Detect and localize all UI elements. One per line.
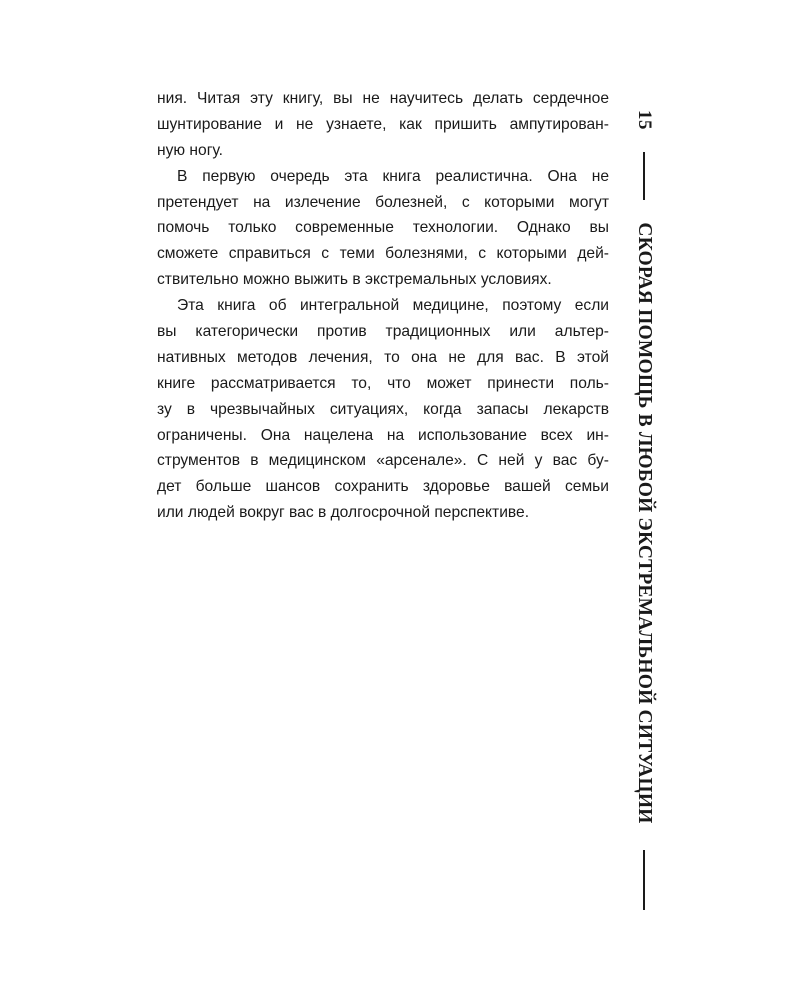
- text-line: ствительно можно выжить в экстремальных условиях.: [157, 271, 552, 289]
- text-line: зу в чрезвычайных ситуациях, когда запасы лекарств: [157, 400, 609, 418]
- paragraph-start-line: В первую очередь эта книга реалистична. Она не: [177, 167, 609, 185]
- text-line: шунтирование и не узнаете, как пришить ампутирован-: [157, 115, 609, 133]
- text-line: дет больше шансов сохранить здоровье вашей семьи: [157, 478, 609, 496]
- text-line: струментов в медицинском «арсенале». С ней у вас бу-: [157, 452, 609, 470]
- text-line: ограничены. Она нацелена на использование всех ин-: [157, 426, 609, 444]
- text-line: нативных методов лечения, то она не для вас. В этой: [157, 348, 609, 366]
- text-line: помочь только современные технологии. Однако вы: [157, 219, 609, 237]
- text-line: ния. Читая эту книгу, вы не научитесь делать сердечное: [157, 90, 609, 107]
- text-line: вы категорически против традиционных или альтер-: [157, 323, 609, 341]
- text-line: сможете справиться с теми болезнями, с которыми дей-: [157, 245, 609, 263]
- text-line: или людей вокруг вас в долгосрочной перспективе.: [157, 504, 530, 522]
- divider-rule: [643, 850, 645, 910]
- paragraph-start-line: Эта книга об интегральной медицине, поэтому если: [177, 297, 609, 315]
- text-line: претендует на излечение болезней, с которыми могут: [157, 193, 609, 211]
- text-line: ную ногу.: [157, 141, 223, 159]
- divider-rule: [643, 152, 645, 200]
- page-number: 15: [634, 110, 655, 130]
- body-text: [157, 86, 609, 526]
- text-line: книге рассматривается то, что может принести поль-: [157, 374, 609, 392]
- running-head: [628, 110, 660, 910]
- running-title: СКОРАЯ ПОМОЩЬ В ЛЮБОЙ ЭКСТРЕМАЛЬНОЙ СИТУАЦИИ: [634, 222, 655, 824]
